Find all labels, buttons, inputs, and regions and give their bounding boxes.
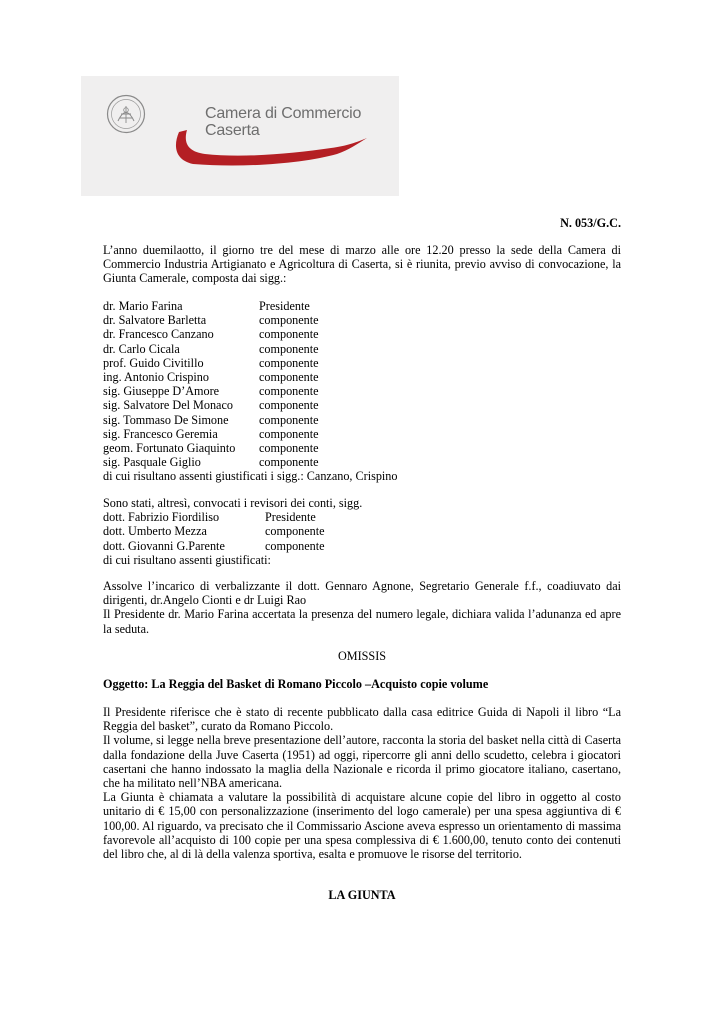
member-row: [103, 299, 621, 313]
member-name: geom. Fortunato Giaquinto: [103, 440, 236, 455]
member-name: sig. Giuseppe D’Amore: [103, 384, 220, 399]
logo-line-1: Camera di Commercio: [205, 105, 362, 122]
member-role: componente: [259, 369, 319, 384]
logo-swoosh-icon: [171, 124, 371, 168]
auditor-role: componente: [265, 524, 325, 539]
member-role: componente: [259, 327, 319, 342]
member-row: [103, 313, 621, 327]
auditor-row: [103, 510, 621, 524]
logo-line-2: Caserta: [205, 122, 260, 139]
auditor-role: componente: [265, 538, 325, 553]
auditor-row: [103, 539, 621, 553]
auditor-row: [103, 524, 621, 538]
absent-auditors: di cui risultano assenti giustificati:: [103, 552, 271, 567]
secretary-paragraph: Assolve l’incarico di verbalizzante il dott. Gennaro Agnone, Segretario Generale f.f., coadiuvato dai dirigenti, dr.Angelo Cionti e dr Luigi Rao: [103, 579, 621, 608]
intro-paragraph: L’anno duemilaotto, il giorno tre del mese di marzo alle ore 12.20 presso la sede della Camera di Commercio Industria Artigianato e Agricoltura di Caserta, si è riunita, previo avviso di convocazione, la Giunta Camerale, composta dai sigg.:: [103, 243, 621, 286]
member-name: dr. Francesco Canzano: [103, 327, 214, 342]
member-name: sig. Tommaso De Simone: [103, 412, 229, 427]
member-row: [103, 427, 621, 441]
member-name: ing. Antonio Crispino: [103, 369, 209, 384]
member-row: [103, 441, 621, 455]
members-list: [103, 299, 621, 483]
subject-heading: Oggetto: La Reggia del Basket di Romano Piccolo –Acquisto copie volume: [103, 677, 489, 691]
member-role: Presidente: [259, 299, 310, 313]
member-row: [103, 398, 621, 412]
member-role: componente: [259, 384, 319, 399]
member-row: [103, 356, 621, 370]
body-paragraph: La Giunta è chiamata a valutare la possibilità di acquistare alcune copie del libro in oggetto al costo unitario di € 15,00 con personalizzazione (inserimento del logo camerale) per una spesa aggiuntiva di € 100,00. Al riguardo, va precisato che il Commissario Ascione aveva espresso un orientamento di massima favorevole all’acquisto di 100 copie per una spesa complessiva di € 1.600,00, tenuto conto dei contenuti del libro che, al di là della valenza sportiva, esalta e promuove le risorse del territorio.: [103, 790, 621, 862]
document-number: N. 053/G.C.: [560, 216, 621, 230]
member-row: [103, 384, 621, 398]
auditors-intro: Sono stati, altresì, convocati i revisori dei conti, sigg.: [103, 496, 363, 510]
body-section: [103, 705, 621, 861]
auditor-role: Presidente: [265, 510, 316, 525]
absent-members: di cui risultano assenti giustificati i sigg.: Canzano, Crispino: [103, 469, 398, 484]
member-row: [103, 413, 621, 427]
chamber-logo: [81, 76, 399, 196]
closing-heading: LA GIUNTA: [328, 888, 396, 902]
member-name: dr. Mario Farina: [103, 299, 183, 313]
auditor-name: dott. Giovanni G.Parente: [103, 538, 225, 553]
auditors-section: [103, 496, 621, 567]
member-name: sig. Pasquale Giglio: [103, 455, 201, 470]
member-name: dr. Salvatore Barletta: [103, 313, 207, 328]
member-row: [103, 370, 621, 384]
member-role: componente: [259, 398, 319, 413]
member-row: [103, 455, 621, 469]
member-row: [103, 327, 621, 341]
member-name: sig. Salvatore Del Monaco: [103, 398, 233, 413]
member-role: componente: [259, 455, 319, 470]
member-role: componente: [259, 426, 319, 441]
body-paragraph: Il volume, si legge nella breve presentazione dell’autore, racconta la storia del basket nella città di Caserta dalla fondazione della Juve Caserta (1951) ad oggi, ripercorre gli anni dello scudetto, celebra i giocatori casertani che hanno indossato la maglia della Nazionale e ricorda il primo giocatore italiano, casertano, che ha militato nell’NBA americana.: [103, 733, 621, 791]
member-row: [103, 342, 621, 356]
member-role: componente: [259, 313, 319, 328]
omissis-label: OMISSIS: [337, 649, 387, 663]
body-paragraph: Il Presidente riferisce che è stato di recente pubblicato dalla casa editrice Guida di Napoli il libro “La Reggia del basket”, curato da Romano Piccolo.: [103, 705, 621, 734]
quorum-paragraph: Il Presidente dr. Mario Farina accertata la presenza del numero legale, dichiara valida l’adunanza ed apre la seduta.: [103, 607, 621, 636]
member-name: dr. Carlo Cicala: [103, 341, 180, 356]
auditor-name: dott. Fabrizio Fiordiliso: [103, 510, 220, 525]
chamber-seal-icon: [106, 94, 146, 134]
member-role: componente: [259, 440, 319, 455]
auditor-name: dott. Umberto Mezza: [103, 524, 207, 539]
member-role: componente: [259, 355, 319, 370]
member-name: prof. Guido Civitillo: [103, 355, 204, 370]
member-role: componente: [259, 341, 319, 356]
proceedings-section: [103, 579, 621, 636]
member-name: sig. Francesco Geremia: [103, 426, 218, 441]
member-role: componente: [259, 412, 319, 427]
